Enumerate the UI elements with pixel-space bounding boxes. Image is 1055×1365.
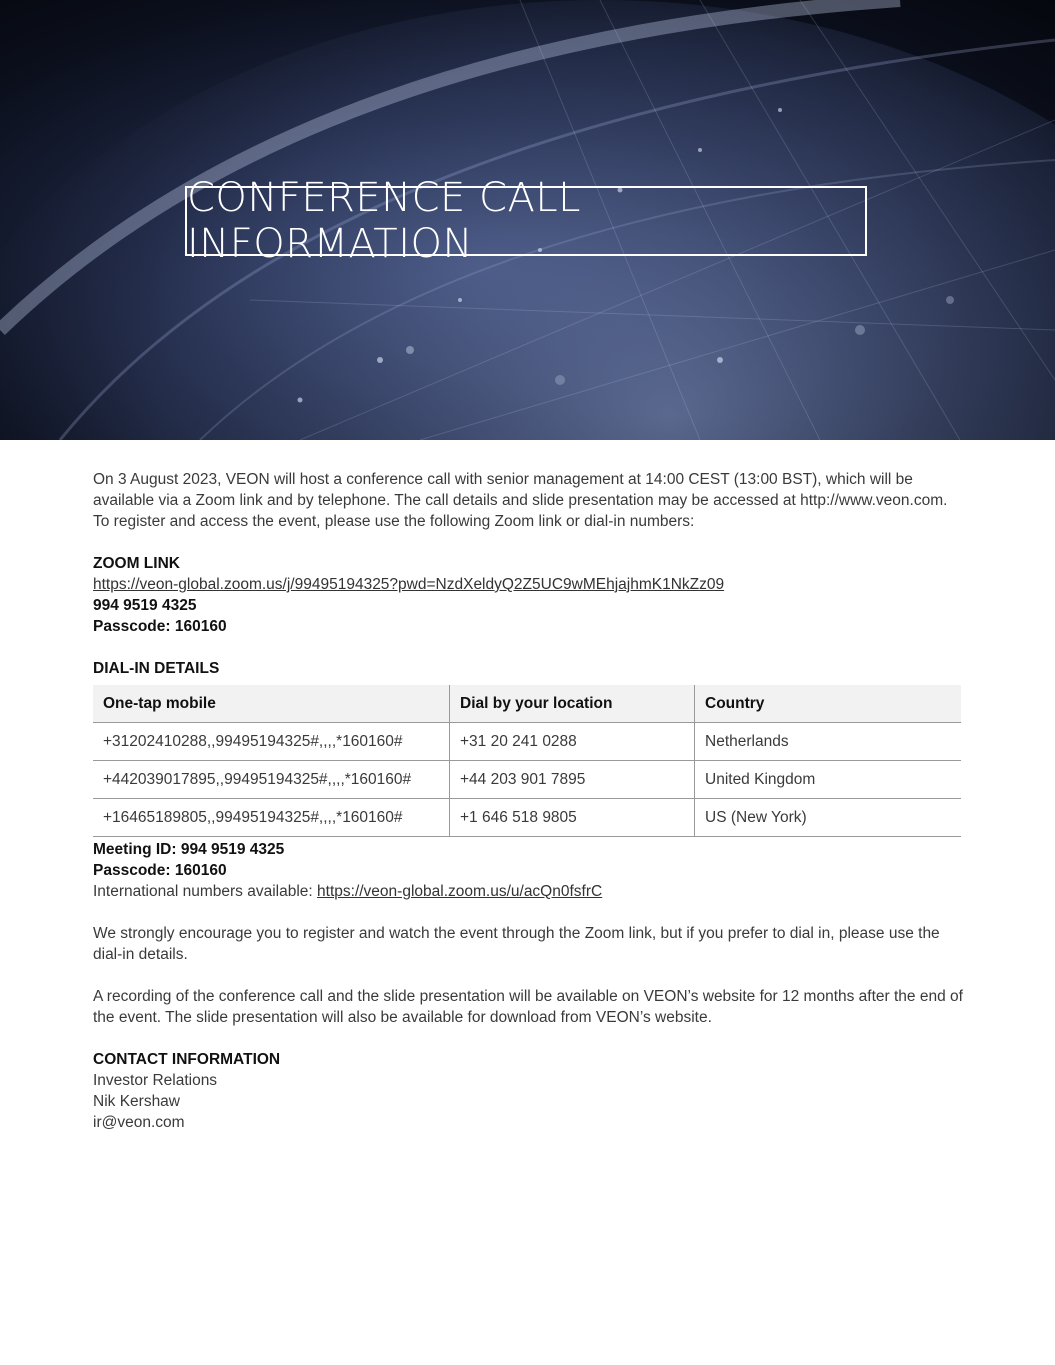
dial-number-cell: +1 646 518 9805 bbox=[450, 799, 695, 837]
zoom-passcode: Passcode: 160160 bbox=[93, 618, 227, 635]
dial-in-passcode: Passcode: 160160 bbox=[93, 862, 227, 879]
recording-paragraph: A recording of the conference call and the slide presentation will be available on VEON’s website for 12 months after the end of the event. The slide presentation will also be available for download from VEON’s website. bbox=[93, 988, 963, 1026]
column-header: One-tap mobile bbox=[93, 685, 450, 723]
one-tap-cell: +31202410288,,99495194325#,,,,*160160# bbox=[93, 723, 450, 761]
dial-number-cell: +31 20 241 0288 bbox=[450, 723, 695, 761]
country-cell: United Kingdom bbox=[695, 761, 962, 799]
intro-paragraph: On 3 August 2023, VEON will host a conference call with senior management at 14:00 CEST (13:00 BST), which will be available via a Zoom link and by telephone. The call details and slide presentation may be accessed at http://www.veon.com. To register and access the event, please use the following Zoom link or dial-in numbers: bbox=[93, 471, 948, 530]
hero-banner bbox=[0, 0, 1055, 440]
document-body bbox=[93, 469, 963, 1133]
one-tap-cell: +442039017895,,99495194325#,,,,*160160# bbox=[93, 761, 450, 799]
dial-in-table bbox=[93, 685, 961, 837]
zoom-link[interactable]: https://veon-global.zoom.us/j/99495194325?pwd=NzdXeldyQ2Z5UC9wMEhjajhmK1NkZz09 bbox=[93, 576, 725, 593]
column-header: Country bbox=[695, 685, 962, 723]
one-tap-cell: +16465189805,,99495194325#,,,,*160160# bbox=[93, 799, 450, 837]
dial-in-heading: DIAL-IN DETAILS bbox=[93, 660, 220, 677]
contact-department: Investor Relations bbox=[93, 1072, 218, 1089]
table-row bbox=[93, 723, 961, 761]
column-header: Dial by your location bbox=[450, 685, 695, 723]
country-cell: Netherlands bbox=[695, 723, 962, 761]
country-cell: US (New York) bbox=[695, 799, 962, 837]
contact-name: Nik Kershaw bbox=[93, 1093, 180, 1110]
table-header-row bbox=[93, 685, 961, 723]
table-row bbox=[93, 761, 961, 799]
international-numbers bbox=[93, 881, 963, 902]
international-label: International numbers available: bbox=[93, 883, 318, 900]
zoom-meeting-id: 994 9519 4325 bbox=[93, 597, 197, 614]
page-title: CONFERENCE CALL INFORMATION bbox=[187, 175, 581, 267]
title-frame bbox=[185, 175, 867, 267]
contact-heading: CONTACT INFORMATION bbox=[93, 1051, 281, 1068]
dial-number-cell: +44 203 901 7895 bbox=[450, 761, 695, 799]
zoom-heading: ZOOM LINK bbox=[93, 555, 180, 572]
international-numbers-link[interactable]: https://veon-global.zoom.us/u/acQn0fsfrC bbox=[317, 883, 603, 900]
table-row bbox=[93, 799, 961, 837]
encourage-paragraph: We strongly encourage you to register and watch the event through the Zoom link, but if you prefer to dial in, please use the dial-in details. bbox=[93, 925, 940, 963]
dial-in-meeting-id: Meeting ID: 994 9519 4325 bbox=[93, 841, 285, 858]
contact-email: ir@veon.com bbox=[93, 1114, 185, 1131]
